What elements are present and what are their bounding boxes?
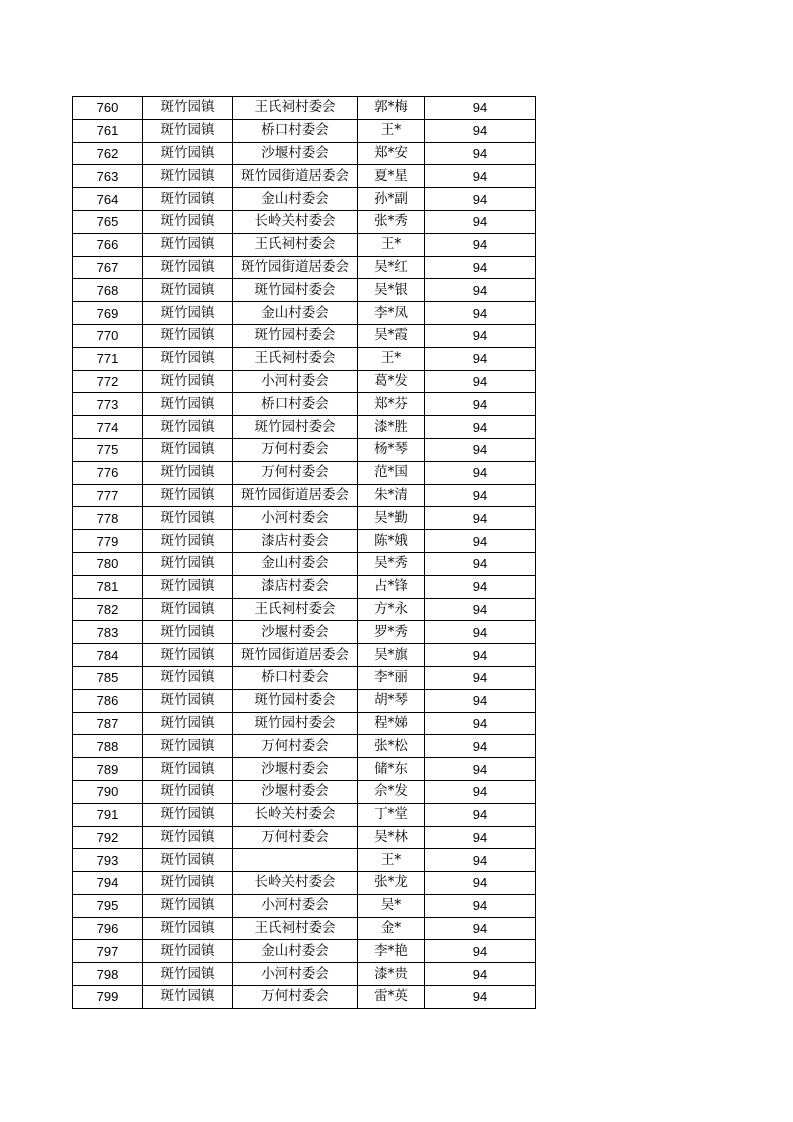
age-cell: 94 bbox=[425, 97, 536, 120]
town-cell: 斑竹园镇 bbox=[143, 826, 233, 849]
village-cell: 金山村委会 bbox=[233, 302, 358, 325]
village-cell: 小河村委会 bbox=[233, 894, 358, 917]
person-name-cell: 储*东 bbox=[358, 758, 425, 781]
age-cell: 94 bbox=[425, 370, 536, 393]
village-cell: 斑竹园村委会 bbox=[233, 416, 358, 439]
row-number-cell: 798 bbox=[73, 963, 143, 986]
age-cell: 94 bbox=[425, 256, 536, 279]
village-cell: 万何村委会 bbox=[233, 826, 358, 849]
row-number-cell: 792 bbox=[73, 826, 143, 849]
person-name-cell: 朱*清 bbox=[358, 484, 425, 507]
age-cell: 94 bbox=[425, 758, 536, 781]
town-cell: 斑竹园镇 bbox=[143, 963, 233, 986]
table-row bbox=[73, 735, 536, 758]
person-name-cell: 吴*红 bbox=[358, 256, 425, 279]
age-cell: 94 bbox=[425, 484, 536, 507]
age-cell: 94 bbox=[425, 324, 536, 347]
row-number-cell: 763 bbox=[73, 165, 143, 188]
row-number-cell: 772 bbox=[73, 370, 143, 393]
row-number-cell: 769 bbox=[73, 302, 143, 325]
table-row bbox=[73, 165, 536, 188]
village-cell: 桥口村委会 bbox=[233, 119, 358, 142]
person-name-cell: 范*国 bbox=[358, 461, 425, 484]
row-number-cell: 765 bbox=[73, 210, 143, 233]
town-cell: 斑竹园镇 bbox=[143, 530, 233, 553]
village-cell: 斑竹园街道居委会 bbox=[233, 256, 358, 279]
village-cell: 斑竹园街道居委会 bbox=[233, 165, 358, 188]
row-number-cell: 799 bbox=[73, 986, 143, 1009]
table-row bbox=[73, 917, 536, 940]
row-number-cell: 775 bbox=[73, 438, 143, 461]
person-name-cell: 吴* bbox=[358, 894, 425, 917]
table-body bbox=[73, 97, 536, 1009]
village-cell: 桥口村委会 bbox=[233, 666, 358, 689]
village-cell: 金山村委会 bbox=[233, 940, 358, 963]
person-name-cell: 胡*琴 bbox=[358, 689, 425, 712]
row-number-cell: 781 bbox=[73, 575, 143, 598]
table-row bbox=[73, 872, 536, 895]
town-cell: 斑竹园镇 bbox=[143, 621, 233, 644]
age-cell: 94 bbox=[425, 461, 536, 484]
row-number-cell: 789 bbox=[73, 758, 143, 781]
row-number-cell: 784 bbox=[73, 644, 143, 667]
table-row bbox=[73, 940, 536, 963]
age-cell: 94 bbox=[425, 575, 536, 598]
village-cell: 长岭关村委会 bbox=[233, 803, 358, 826]
age-cell: 94 bbox=[425, 940, 536, 963]
age-cell: 94 bbox=[425, 644, 536, 667]
age-cell: 94 bbox=[425, 986, 536, 1009]
person-name-cell: 王* bbox=[358, 233, 425, 256]
table-row bbox=[73, 233, 536, 256]
data-table bbox=[72, 96, 536, 1009]
table-row bbox=[73, 438, 536, 461]
age-cell: 94 bbox=[425, 666, 536, 689]
town-cell: 斑竹园镇 bbox=[143, 165, 233, 188]
age-cell: 94 bbox=[425, 347, 536, 370]
table-row bbox=[73, 780, 536, 803]
village-cell: 斑竹园村委会 bbox=[233, 279, 358, 302]
person-name-cell: 李*凤 bbox=[358, 302, 425, 325]
person-name-cell: 吴*勤 bbox=[358, 507, 425, 530]
table-row bbox=[73, 302, 536, 325]
row-number-cell: 794 bbox=[73, 872, 143, 895]
table-row bbox=[73, 621, 536, 644]
row-number-cell: 795 bbox=[73, 894, 143, 917]
table-row bbox=[73, 894, 536, 917]
town-cell: 斑竹园镇 bbox=[143, 849, 233, 872]
table-row bbox=[73, 347, 536, 370]
town-cell: 斑竹园镇 bbox=[143, 644, 233, 667]
table-row bbox=[73, 97, 536, 120]
table-row bbox=[73, 416, 536, 439]
age-cell: 94 bbox=[425, 233, 536, 256]
age-cell: 94 bbox=[425, 712, 536, 735]
town-cell: 斑竹园镇 bbox=[143, 689, 233, 712]
row-number-cell: 773 bbox=[73, 393, 143, 416]
village-cell: 金山村委会 bbox=[233, 552, 358, 575]
person-name-cell: 吴*银 bbox=[358, 279, 425, 302]
age-cell: 94 bbox=[425, 416, 536, 439]
town-cell: 斑竹园镇 bbox=[143, 598, 233, 621]
town-cell: 斑竹园镇 bbox=[143, 233, 233, 256]
age-cell: 94 bbox=[425, 803, 536, 826]
person-name-cell: 吴*霞 bbox=[358, 324, 425, 347]
person-name-cell: 吴*秀 bbox=[358, 552, 425, 575]
table-row bbox=[73, 758, 536, 781]
person-name-cell: 占*锋 bbox=[358, 575, 425, 598]
table-row bbox=[73, 530, 536, 553]
town-cell: 斑竹园镇 bbox=[143, 712, 233, 735]
village-cell: 万何村委会 bbox=[233, 986, 358, 1009]
age-cell: 94 bbox=[425, 119, 536, 142]
person-name-cell: 雷*英 bbox=[358, 986, 425, 1009]
village-cell: 斑竹园村委会 bbox=[233, 689, 358, 712]
row-number-cell: 791 bbox=[73, 803, 143, 826]
row-number-cell: 762 bbox=[73, 142, 143, 165]
row-number-cell: 770 bbox=[73, 324, 143, 347]
age-cell: 94 bbox=[425, 507, 536, 530]
age-cell: 94 bbox=[425, 438, 536, 461]
town-cell: 斑竹园镇 bbox=[143, 370, 233, 393]
person-name-cell: 张*松 bbox=[358, 735, 425, 758]
row-number-cell: 767 bbox=[73, 256, 143, 279]
person-name-cell: 李*艳 bbox=[358, 940, 425, 963]
town-cell: 斑竹园镇 bbox=[143, 552, 233, 575]
table-row bbox=[73, 689, 536, 712]
age-cell: 94 bbox=[425, 735, 536, 758]
town-cell: 斑竹园镇 bbox=[143, 575, 233, 598]
town-cell: 斑竹园镇 bbox=[143, 940, 233, 963]
row-number-cell: 786 bbox=[73, 689, 143, 712]
age-cell: 94 bbox=[425, 210, 536, 233]
row-number-cell: 779 bbox=[73, 530, 143, 553]
row-number-cell: 778 bbox=[73, 507, 143, 530]
row-number-cell: 760 bbox=[73, 97, 143, 120]
row-number-cell: 782 bbox=[73, 598, 143, 621]
row-number-cell: 761 bbox=[73, 119, 143, 142]
town-cell: 斑竹园镇 bbox=[143, 917, 233, 940]
village-cell: 沙堰村委会 bbox=[233, 621, 358, 644]
person-name-cell: 葛*发 bbox=[358, 370, 425, 393]
age-cell: 94 bbox=[425, 917, 536, 940]
person-name-cell: 罗*秀 bbox=[358, 621, 425, 644]
town-cell: 斑竹园镇 bbox=[143, 210, 233, 233]
table-row bbox=[73, 324, 536, 347]
village-cell: 斑竹园街道居委会 bbox=[233, 644, 358, 667]
town-cell: 斑竹园镇 bbox=[143, 416, 233, 439]
village-cell: 王氏祠村委会 bbox=[233, 598, 358, 621]
village-cell: 斑竹园村委会 bbox=[233, 324, 358, 347]
table-row bbox=[73, 279, 536, 302]
town-cell: 斑竹园镇 bbox=[143, 735, 233, 758]
person-name-cell: 方*永 bbox=[358, 598, 425, 621]
person-name-cell: 漆*胜 bbox=[358, 416, 425, 439]
town-cell: 斑竹园镇 bbox=[143, 872, 233, 895]
row-number-cell: 796 bbox=[73, 917, 143, 940]
village-cell: 斑竹园村委会 bbox=[233, 712, 358, 735]
row-number-cell: 783 bbox=[73, 621, 143, 644]
row-number-cell: 787 bbox=[73, 712, 143, 735]
person-name-cell: 丁*堂 bbox=[358, 803, 425, 826]
age-cell: 94 bbox=[425, 552, 536, 575]
age-cell: 94 bbox=[425, 302, 536, 325]
village-cell: 小河村委会 bbox=[233, 507, 358, 530]
village-cell: 沙堰村委会 bbox=[233, 780, 358, 803]
table-row bbox=[73, 963, 536, 986]
row-number-cell: 780 bbox=[73, 552, 143, 575]
town-cell: 斑竹园镇 bbox=[143, 803, 233, 826]
person-name-cell: 夏*星 bbox=[358, 165, 425, 188]
town-cell: 斑竹园镇 bbox=[143, 188, 233, 211]
row-number-cell: 768 bbox=[73, 279, 143, 302]
person-name-cell: 郭*梅 bbox=[358, 97, 425, 120]
town-cell: 斑竹园镇 bbox=[143, 119, 233, 142]
age-cell: 94 bbox=[425, 689, 536, 712]
village-cell: 漆店村委会 bbox=[233, 530, 358, 553]
village-cell bbox=[233, 849, 358, 872]
village-cell: 王氏祠村委会 bbox=[233, 233, 358, 256]
town-cell: 斑竹园镇 bbox=[143, 438, 233, 461]
table-row bbox=[73, 986, 536, 1009]
person-name-cell: 金* bbox=[358, 917, 425, 940]
table-row bbox=[73, 803, 536, 826]
person-name-cell: 佘*发 bbox=[358, 780, 425, 803]
age-cell: 94 bbox=[425, 849, 536, 872]
person-name-cell: 张*龙 bbox=[358, 872, 425, 895]
age-cell: 94 bbox=[425, 894, 536, 917]
person-name-cell: 郑*芬 bbox=[358, 393, 425, 416]
town-cell: 斑竹园镇 bbox=[143, 894, 233, 917]
table-row bbox=[73, 507, 536, 530]
age-cell: 94 bbox=[425, 872, 536, 895]
table-row bbox=[73, 210, 536, 233]
town-cell: 斑竹园镇 bbox=[143, 256, 233, 279]
table-row bbox=[73, 119, 536, 142]
village-cell: 万何村委会 bbox=[233, 461, 358, 484]
table-row bbox=[73, 552, 536, 575]
table-row bbox=[73, 849, 536, 872]
person-name-cell: 张*秀 bbox=[358, 210, 425, 233]
row-number-cell: 785 bbox=[73, 666, 143, 689]
person-name-cell: 漆*贵 bbox=[358, 963, 425, 986]
town-cell: 斑竹园镇 bbox=[143, 142, 233, 165]
person-name-cell: 李*丽 bbox=[358, 666, 425, 689]
town-cell: 斑竹园镇 bbox=[143, 986, 233, 1009]
table-row bbox=[73, 461, 536, 484]
village-cell: 金山村委会 bbox=[233, 188, 358, 211]
village-cell: 沙堰村委会 bbox=[233, 758, 358, 781]
town-cell: 斑竹园镇 bbox=[143, 97, 233, 120]
village-cell: 斑竹园街道居委会 bbox=[233, 484, 358, 507]
person-name-cell: 吴*旗 bbox=[358, 644, 425, 667]
age-cell: 94 bbox=[425, 165, 536, 188]
town-cell: 斑竹园镇 bbox=[143, 347, 233, 370]
village-cell: 王氏祠村委会 bbox=[233, 97, 358, 120]
town-cell: 斑竹园镇 bbox=[143, 484, 233, 507]
row-number-cell: 771 bbox=[73, 347, 143, 370]
village-cell: 长岭关村委会 bbox=[233, 872, 358, 895]
table-row bbox=[73, 644, 536, 667]
town-cell: 斑竹园镇 bbox=[143, 507, 233, 530]
person-name-cell: 王* bbox=[358, 849, 425, 872]
person-name-cell: 王* bbox=[358, 347, 425, 370]
table-row bbox=[73, 188, 536, 211]
village-cell: 王氏祠村委会 bbox=[233, 347, 358, 370]
row-number-cell: 777 bbox=[73, 484, 143, 507]
town-cell: 斑竹园镇 bbox=[143, 393, 233, 416]
row-number-cell: 788 bbox=[73, 735, 143, 758]
town-cell: 斑竹园镇 bbox=[143, 302, 233, 325]
person-name-cell: 程*娣 bbox=[358, 712, 425, 735]
town-cell: 斑竹园镇 bbox=[143, 666, 233, 689]
table-row bbox=[73, 256, 536, 279]
person-name-cell: 郑*安 bbox=[358, 142, 425, 165]
age-cell: 94 bbox=[425, 826, 536, 849]
table-row bbox=[73, 484, 536, 507]
village-cell: 漆店村委会 bbox=[233, 575, 358, 598]
village-cell: 万何村委会 bbox=[233, 438, 358, 461]
table-row bbox=[73, 826, 536, 849]
table-row bbox=[73, 598, 536, 621]
row-number-cell: 764 bbox=[73, 188, 143, 211]
table-row bbox=[73, 575, 536, 598]
row-number-cell: 793 bbox=[73, 849, 143, 872]
person-name-cell: 王* bbox=[358, 119, 425, 142]
person-name-cell: 孙*副 bbox=[358, 188, 425, 211]
village-cell: 长岭关村委会 bbox=[233, 210, 358, 233]
village-cell: 桥口村委会 bbox=[233, 393, 358, 416]
town-cell: 斑竹园镇 bbox=[143, 758, 233, 781]
age-cell: 94 bbox=[425, 530, 536, 553]
table-row bbox=[73, 370, 536, 393]
age-cell: 94 bbox=[425, 188, 536, 211]
age-cell: 94 bbox=[425, 393, 536, 416]
age-cell: 94 bbox=[425, 780, 536, 803]
table-row bbox=[73, 393, 536, 416]
row-number-cell: 776 bbox=[73, 461, 143, 484]
age-cell: 94 bbox=[425, 279, 536, 302]
town-cell: 斑竹园镇 bbox=[143, 461, 233, 484]
row-number-cell: 766 bbox=[73, 233, 143, 256]
village-cell: 小河村委会 bbox=[233, 370, 358, 393]
village-cell: 小河村委会 bbox=[233, 963, 358, 986]
age-cell: 94 bbox=[425, 621, 536, 644]
town-cell: 斑竹园镇 bbox=[143, 279, 233, 302]
age-cell: 94 bbox=[425, 963, 536, 986]
town-cell: 斑竹园镇 bbox=[143, 780, 233, 803]
table-row bbox=[73, 142, 536, 165]
person-name-cell: 陈*娥 bbox=[358, 530, 425, 553]
village-cell: 王氏祠村委会 bbox=[233, 917, 358, 940]
town-cell: 斑竹园镇 bbox=[143, 324, 233, 347]
village-cell: 沙堰村委会 bbox=[233, 142, 358, 165]
age-cell: 94 bbox=[425, 598, 536, 621]
person-name-cell: 吴*林 bbox=[358, 826, 425, 849]
person-name-cell: 杨*琴 bbox=[358, 438, 425, 461]
table-row bbox=[73, 712, 536, 735]
table-row bbox=[73, 666, 536, 689]
row-number-cell: 790 bbox=[73, 780, 143, 803]
village-cell: 万何村委会 bbox=[233, 735, 358, 758]
row-number-cell: 774 bbox=[73, 416, 143, 439]
row-number-cell: 797 bbox=[73, 940, 143, 963]
age-cell: 94 bbox=[425, 142, 536, 165]
